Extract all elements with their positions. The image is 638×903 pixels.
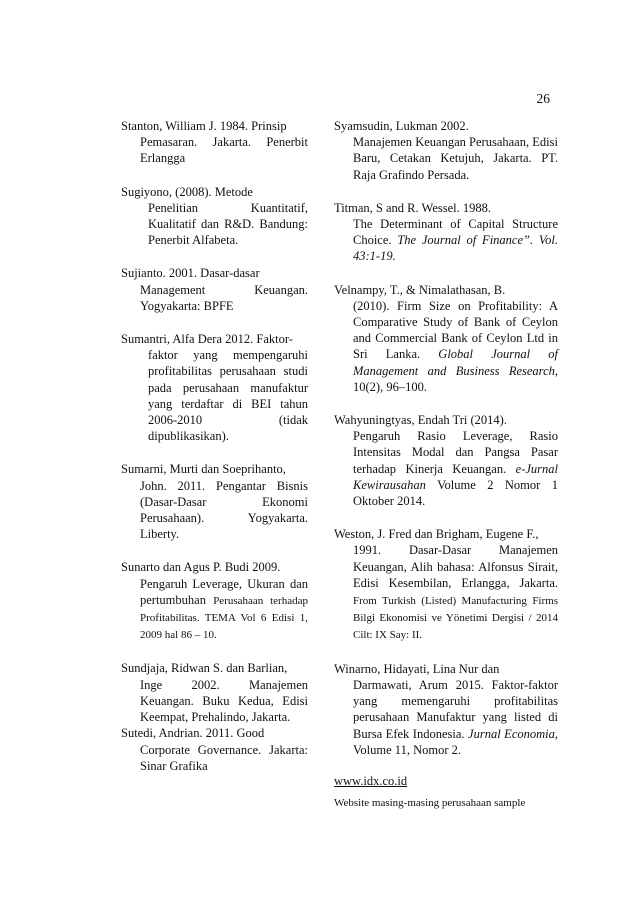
reference-body-text: Pengaruh Rasio Leverage, Rasio Intensitas Modal dan Pangsa Pasar terhadap Kinerja Keuangan. <box>353 429 558 476</box>
reference-entry <box>121 265 308 314</box>
reference-journal: Global Journal of Management and Business Research <box>353 347 558 378</box>
reference-entry <box>334 661 558 758</box>
page-number: 26 <box>536 91 550 106</box>
reference-author: Sugiyono, (2008). Metode <box>121 184 253 199</box>
reference-author: Syamsudin, Lukman 2002. <box>334 119 469 133</box>
reference-body: Inge 2002. Manajemen Keuangan. Buku Kedua, Edisi Keempat, Prehalindo, Jakarta. <box>140 677 308 725</box>
reference-body: Management Keuangan. Yogyakarta: BPFE <box>140 282 308 313</box>
reference-journal: e-Jurnal Kewirausahan <box>353 461 558 492</box>
reference-author: Winarno, Hidayati, Lina Nur dan <box>334 661 500 676</box>
reference-body <box>334 542 558 643</box>
reference-body-text: (2010). Firm Size on Profitability: A Comparative Study of Bank of Ceylon and Commercial Bank of Ceylon Ltd in Sri Lanka. <box>353 298 558 362</box>
reference-body-tail: Volume 2 Nomor 1 Oktober 2014. <box>353 477 558 509</box>
reference-body: John. 2011. Pengantar Bisnis (Dasar-Dasar Ekonomi Perusahaan). Yogyakarta. Liberty. <box>140 478 308 542</box>
reference-author: Sumantri, Alfa Dera 2012. Faktor- <box>121 332 293 347</box>
reference-body <box>334 677 558 758</box>
reference-body <box>334 216 558 265</box>
reference-author: Velnampy, T., & Nimalathasan, B. <box>334 282 506 297</box>
reference-body-tail: , 10(2), 96–100. <box>353 363 558 394</box>
reference-entry <box>121 461 308 542</box>
reference-body-tail: , Volume 11, Nomor 2. <box>353 726 558 757</box>
reference-body-text: 1991. Dasar-Dasar Manajemen Keuangan, Alih bahasa: Alfonsus Sirait, Edisi Kesembilan, Erlangga, Jakarta. <box>353 543 558 590</box>
reference-body: Penelitian Kuantitatif, Kualitatif dan R&D. Bandung: Penerbit Alfabeta. <box>148 200 308 248</box>
reference-journal: The Journal of Finance”. Vol. 43:1-19. <box>353 233 558 264</box>
reference-entry <box>334 118 558 183</box>
reference-body-main: Pengaruh Leverage, Ukuran dan pertumbuhan <box>140 576 308 607</box>
reference-author: Weston, J. Fred dan Brigham, Eugene F., <box>334 527 539 542</box>
reference-author: Sundjaja, Ridwan S. dan Barlian, <box>121 661 288 676</box>
reference-author: Stanton, William J. 1984. Prinsip <box>121 119 287 133</box>
reference-author: Sunarto dan Agus P. Budi 2009. <box>121 560 281 575</box>
reference-entry <box>334 200 558 265</box>
reference-author: Wahyuningtyas, Endah Tri (2014). <box>334 413 507 428</box>
reference-body: faktor yang mempengaruhi profitabilitas perusahaan studi pada perusahaan manufaktur yang terdaftar di BEI tahun 2006-2010 (tidak dipublikasikan). <box>148 348 308 444</box>
website-note: Website masing-masing perusahaan sample <box>334 797 526 810</box>
reference-body-small: Perusahaan terhadap Profitabilitas. TEMA Vol 6 Edisi 1, 2009 hal 86 – 10. <box>140 594 308 642</box>
reference-author: Sutedi, Andrian. 2011. Good <box>121 726 265 741</box>
reference-author: Titman, S and R. Wessel. 1988. <box>334 200 491 215</box>
reference-body <box>334 298 558 395</box>
reference-entry <box>121 184 308 249</box>
reference-entry <box>334 526 558 643</box>
reference-entry <box>334 412 558 509</box>
reference-body <box>121 576 308 644</box>
references-left-column <box>121 118 308 791</box>
reference-body: Corporate Governance. Jakarta: Sinar Grafika <box>140 742 308 773</box>
reference-entry <box>334 282 558 395</box>
references-right-column <box>334 118 558 811</box>
reference-body-small: From Turkish (Listed) Manufacturing Firms Bilgi Ekonomisi ve Yönetimi Dergisi / 2014 Cilt: IX Say: II. <box>353 595 558 642</box>
reference-body <box>334 428 558 509</box>
reference-entry <box>121 331 308 444</box>
reference-author: Sujianto. 2001. Dasar-dasar <box>121 266 260 281</box>
reference-author: Sumarni, Murti dan Soeprihanto, <box>121 462 286 477</box>
reference-body-text: Darmawati, Arum 2015. Faktor-faktor yang memengaruhi profitabilitas perusahaan Manufaktur yang listed di Bursa Efek Indonesia. <box>353 677 558 741</box>
reference-journal: Jurnal Economia <box>468 726 555 741</box>
reference-body-text: The Determinant of Capital Structure Choice. <box>353 217 558 248</box>
reference-entry <box>121 725 308 774</box>
reference-entry <box>121 118 308 167</box>
reference-body: Manajemen Keuangan Perusahaan, Edisi Baru, Cetakan Ketujuh, Jakarta. PT. Raja Grafindo Persada. <box>353 135 558 182</box>
website-link[interactable]: www.idx.co.id <box>334 773 408 788</box>
reference-body: Pemasaran. Jakarta. Penerbit Erlangga <box>140 135 308 166</box>
reference-entry <box>121 559 308 643</box>
reference-entry <box>121 660 308 725</box>
